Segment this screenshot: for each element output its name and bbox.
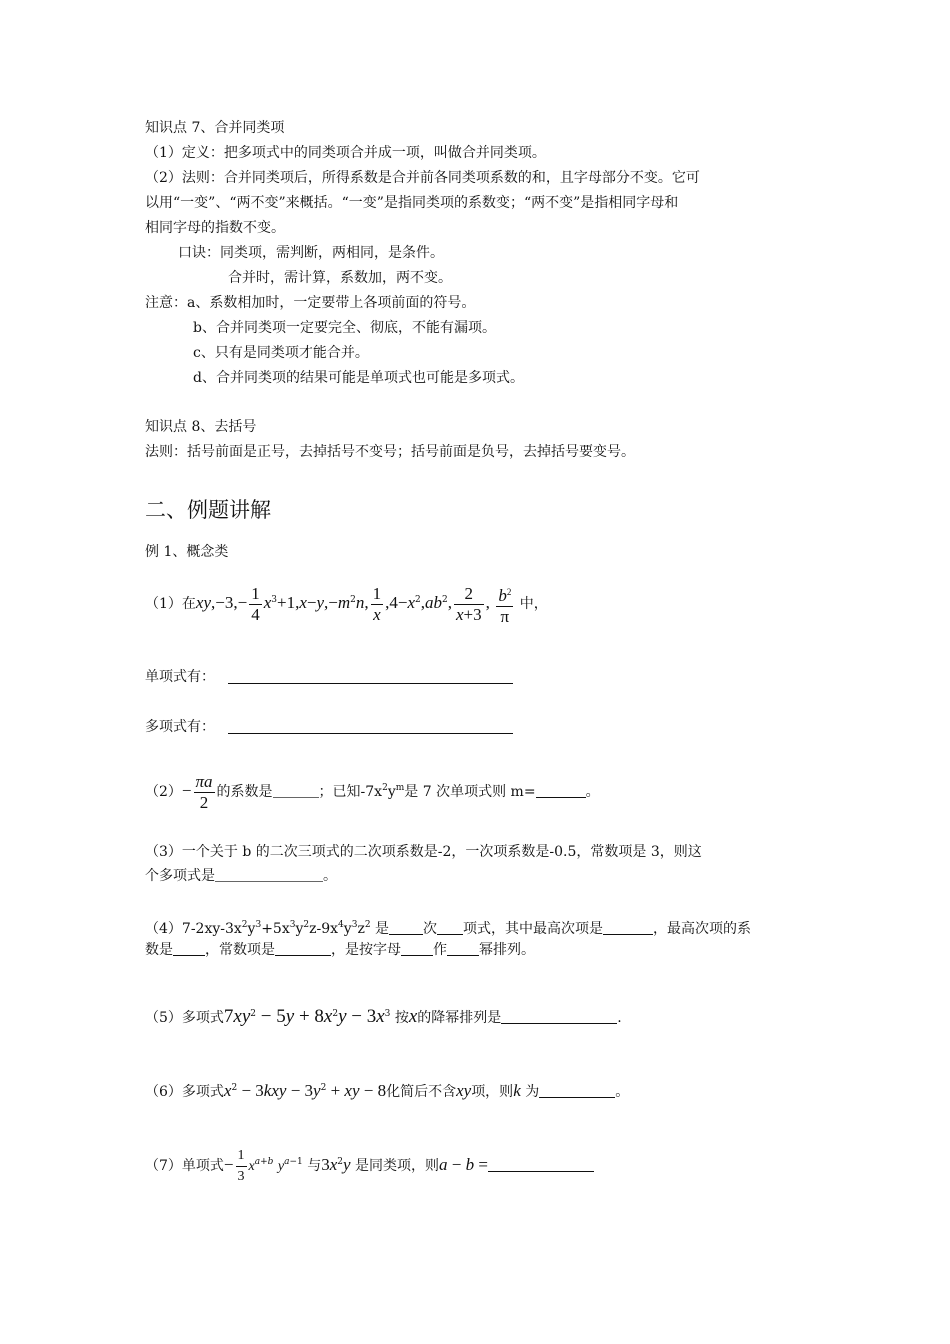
question-7: （7）单项式− $\frac{1}{3}$ $x^{a+b}$ $y^{a-1}$ 与$3x^2y$ 是同类项，则a − b = <box>145 1140 594 1189</box>
note-c: c、只有是同类项才能合并。 <box>193 345 369 361</box>
note-b: b、合并同类项一定要完全、彻底，不能有漏项。 <box>193 320 496 336</box>
order-blank[interactable] <box>447 941 479 956</box>
section8-rule: 法则：括号前面是正号，去掉括号不变号；括号前面是负号，去掉括号要变号。 <box>145 444 635 460</box>
polynomial-answer-line[interactable] <box>228 733 513 734</box>
note-a: 注意：a、系数相加时，一定要带上各项前面的符号。 <box>145 295 476 311</box>
section8-title: 知识点 8、去括号 <box>145 419 257 435</box>
question-6: （6）多项式$x^2 - 3kxy - 3y^2$ + xy − 8化简后不含xy项，则k 为 。 <box>145 1081 630 1100</box>
question-4-line-1: $(4)7-2xy-3x^2y^3+5x^3y^2z-9x^4y^3z^2$ 是 次 项式，其中最高次项是 ，最高次项的系 <box>145 920 752 937</box>
highest-term-blank[interactable] <box>603 920 653 935</box>
definition: （1）定义：把多项式中的同类项合并成一项，叫做合并同类项。 <box>145 145 546 161</box>
example1-title: 例 1、概念类 <box>145 544 229 560</box>
terms-blank[interactable] <box>437 920 463 935</box>
letter-blank[interactable] <box>401 941 433 956</box>
question-2: （2）− $\frac{\pi a}{2}$ 的系数是 ；已知$-7x^2y^m$是 7 次单项式则 m= 。 <box>145 771 600 812</box>
rhyme-line-2: 合并时，需计算，系数加，两不变。 <box>228 270 452 286</box>
part2-heading: 二、例题讲解 <box>145 498 271 522</box>
k-blank[interactable] <box>539 1083 615 1098</box>
constant-blank[interactable] <box>275 941 331 956</box>
question-1: （1）在xy,−3,− $\frac{1}{4}$ $x^3+1,x-y,-m^2n$, $\frac{1}{x}$ $,4-x^2,ab^2$, $\frac{2}{x+3}$ , $\frac{b^2}{\pi}$ 中， <box>145 583 548 626</box>
m-blank[interactable] <box>536 783 586 798</box>
coefficient-blank[interactable] <box>273 783 319 798</box>
monomial-answer-line[interactable] <box>228 683 513 684</box>
question-3-line-2: 个多项式是 。 <box>145 868 337 884</box>
descending-order-blank[interactable] <box>501 1009 617 1024</box>
coef-blank[interactable] <box>173 941 205 956</box>
a-minus-b-blank[interactable] <box>488 1157 594 1172</box>
rhyme-line-1: 口诀：同类项，需判断，两相同，是条件。 <box>178 245 444 261</box>
question-5: （5）多项式$7xy^2 - 5y + 8x^2y - 3x^3$ 按x的降幂排列是 . <box>145 1006 622 1027</box>
polynomial-blank[interactable] <box>215 867 323 882</box>
note-d: d、合并同类项的结果可能是单项式也可能是多项式。 <box>193 370 524 386</box>
section7-title: 知识点 7、合并同类项 <box>145 120 285 136</box>
rule-line-1: （2）法则：合并同类项后，所得系数是合并前各同类项系数的和，且字母部分不变。它可 <box>145 170 700 186</box>
rule-line-3: 相同字母的指数不变。 <box>145 220 285 236</box>
monomial-label: 单项式有： <box>145 669 215 685</box>
question-3-line-1: （3）一个关于 b 的二次三项式的二次项系数是-2，一次项系数是-0.5，常数项是 3，则这 <box>145 844 702 860</box>
question-4-line-2: 数是 ，常数项是 ，是按字母 作 幂排列。 <box>145 942 535 958</box>
polynomial-label: 多项式有： <box>145 719 215 735</box>
rule-line-2: 以用“一变”、“两不变”来概括。“一变”是指同类项的系数变；“两不变”是指相同字母和 <box>145 195 679 211</box>
degree-blank[interactable] <box>389 920 423 935</box>
